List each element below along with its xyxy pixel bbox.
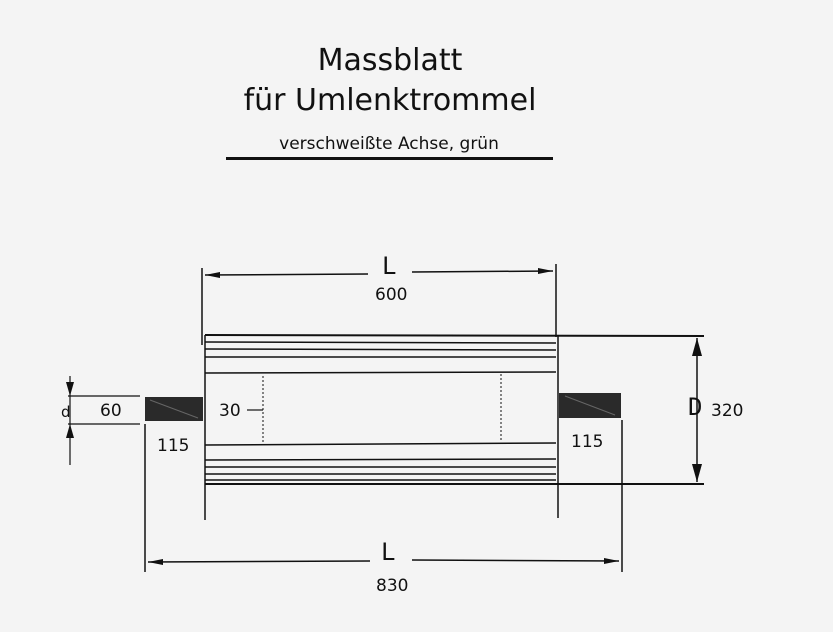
axle-diameter-value: 60: [100, 401, 122, 421]
subtitle: verschweißte Achse, grün: [279, 134, 499, 154]
axle-stubs: [145, 393, 621, 421]
title-line-1: Massblatt: [317, 43, 463, 78]
diameter-value: 320: [711, 401, 744, 421]
axle-length-symbol: L: [381, 538, 396, 566]
axle-diameter-symbol: d: [61, 403, 71, 421]
drum-length-symbol: L: [382, 252, 397, 280]
axle-stub-right-value: 115: [571, 432, 604, 452]
drum-length-value: 600: [375, 285, 408, 305]
hub-inset-value: 30: [219, 401, 241, 421]
title-line-2: für Umlenktrommel: [243, 83, 537, 118]
axle-length-value: 830: [376, 576, 409, 596]
diameter-symbol: D: [688, 393, 703, 421]
drum-body: [205, 335, 704, 520]
axle-stub-left-value: 115: [157, 436, 190, 456]
